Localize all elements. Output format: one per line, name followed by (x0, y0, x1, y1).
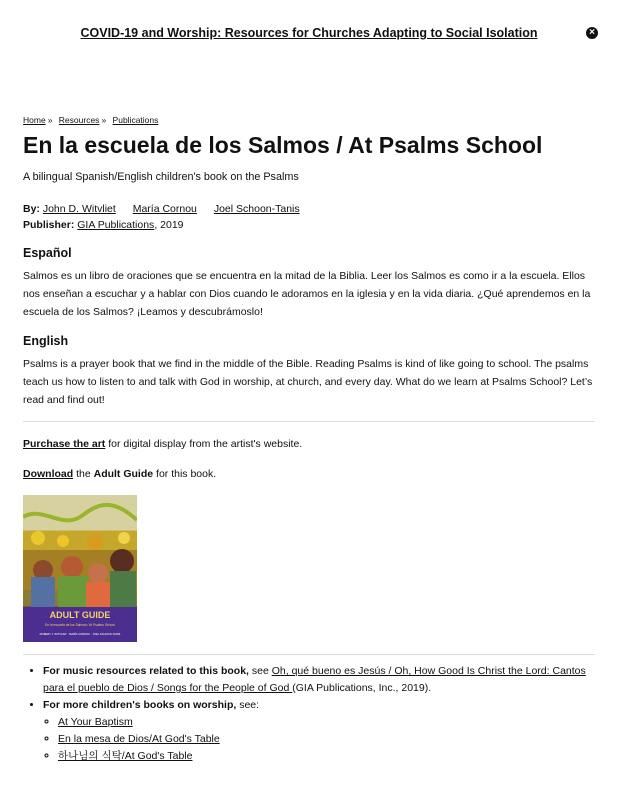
purchase-art-link[interactable]: Purchase the art (23, 438, 106, 450)
breadcrumb-home[interactable]: Home (23, 115, 46, 125)
main-content (23, 115, 595, 765)
covid-resources-link[interactable]: COVID-19 and Worship: Resources for Churches Adapting to Social Isolation (80, 26, 538, 40)
adult-guide-cover-image[interactable] (23, 495, 137, 642)
children-books-item (43, 697, 595, 765)
related-resources-list (23, 663, 595, 765)
purchase-art-text: for digital display from the artist's website. (105, 438, 303, 450)
children-books-label: For more children's books on worship, (43, 699, 237, 711)
children-books-sublist (43, 714, 595, 765)
list-item (58, 748, 595, 765)
book-link-korean-table[interactable]: 하나님의 식탁/At God's Table (58, 750, 193, 762)
music-resource-label: For music resources related to this book, (43, 665, 249, 677)
page-subtitle: A bilingual Spanish/English children's book on the Psalms (23, 171, 299, 183)
children-see-text: see: (236, 699, 260, 711)
section-body-english: Psalms is a prayer book that we find in the middle of the Bible. Reading Psalms is kind of like going to school. The psalms teach us how to listen to and talk with God in worship, at church, and every day. What do we learn at Psalms School? Let’s read and find out! (23, 358, 593, 406)
breadcrumb-separator: » (101, 115, 107, 125)
music-publisher-text: (GIA Publications, Inc., 2019). (292, 682, 432, 694)
close-icon[interactable]: × (586, 27, 598, 39)
download-guide-line (23, 465, 595, 483)
author-link-schoon-tanis[interactable]: Joel Schoon-Tanis (213, 203, 300, 215)
announcement-banner (0, 22, 618, 46)
breadcrumb-publications[interactable]: Publications (112, 115, 159, 125)
publisher-row (23, 217, 595, 233)
author-link-witvliet[interactable]: John D. Witvliet (42, 203, 116, 215)
adult-guide-label: Adult Guide (93, 468, 154, 480)
download-end-text: for this book. (153, 468, 217, 480)
music-resource-item (43, 663, 595, 697)
breadcrumb (23, 115, 595, 125)
publisher-link[interactable]: GIA Publications (77, 219, 155, 231)
book-link-at-your-baptism[interactable]: At Your Baptism (58, 716, 133, 728)
book-link-en-la-mesa[interactable]: En la mesa de Dios/At God's Table (58, 733, 220, 745)
author-link-cornou[interactable]: María Cornou (132, 203, 197, 215)
breadcrumb-resources[interactable]: Resources (58, 115, 100, 125)
cover-art (23, 495, 137, 642)
breadcrumb-separator: » (47, 115, 53, 125)
publication-year: , 2019 (154, 219, 184, 231)
download-text: the (73, 468, 94, 480)
cover-authors: ROBERT J. WITVLIET · MARÍA CORNOU · JOEL SCHOON-TANIS (39, 633, 121, 636)
section-heading-english: English (23, 334, 69, 348)
divider (23, 654, 595, 655)
divider (23, 421, 595, 422)
list-item (58, 731, 595, 748)
list-item (58, 714, 595, 731)
music-resource-link[interactable]: Oh, qué bueno es Jesús / Oh, How Good Is Christ the Lord: Cantos para el pueblo de Dios / Songs for the People of God (43, 665, 586, 694)
byline (23, 201, 595, 217)
page-title: En la escuela de los Salmos / At Psalms School (23, 132, 543, 158)
section-body-espanol: Salmos es un libro de oraciones que se encuentra en la mitad de la Biblia. Leer los Salmos es como ir a la escuela. Ellos nos enseñan a escuchar y a hablar con Dios cuando le adoramos en la iglesia y en la vida diaria. ¿Qué aprendemos en la escuela de los Salmos? ¡Leamos y descubrámoslo! (23, 270, 591, 318)
purchase-art-line (23, 435, 595, 453)
music-see-text: see (248, 665, 272, 677)
cover-title: ADULT GUIDE (49, 610, 111, 620)
publisher-label: Publisher: (23, 219, 75, 231)
by-label: By: (23, 203, 40, 215)
download-link[interactable]: Download (23, 468, 74, 480)
cover-subtitle: En la escuela de los Salmos / At Psalms School (45, 623, 115, 627)
section-heading-espanol: Español (23, 246, 72, 260)
